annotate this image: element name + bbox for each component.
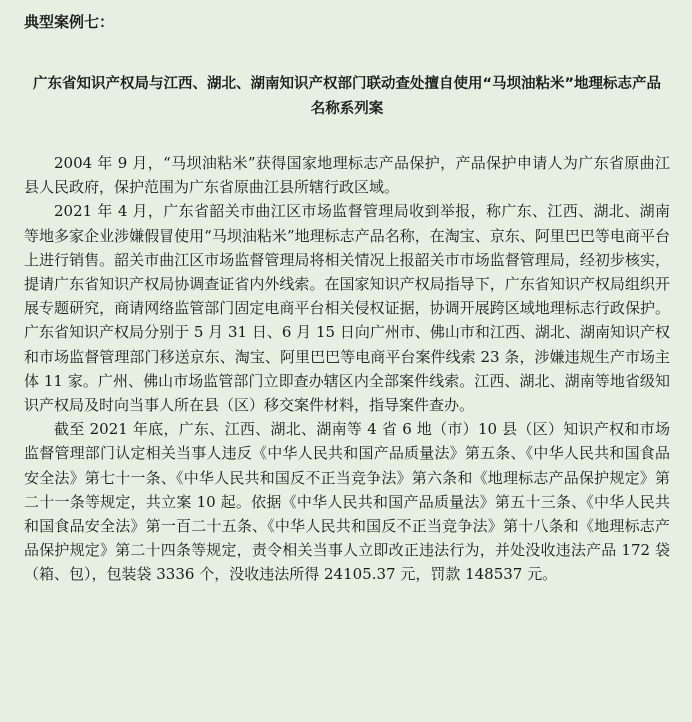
- paragraph-investigation: 2021 年 4 月，广东省韶关市曲江区市场监督管理局收到举报，称广东、江西、湖北、湖南等地多家企业涉嫌假冒使用“马坝油粘米”地理标志产品名称，在淘宝、京东、阿里巴巴等电商平台上进行销售。韶关市曲江区市场监督管理局将相关情况上报韶关市市场监督管理局，经初步核实，提请广东省知识产权局协调查证省内外线索。在国家知识产权局指导下，广东省知识产权局组织开展专题研究，商请网络监管部门固定电商平台相关侵权证据，协调开展跨区域地理标志行政保护。广东省知识产权局分别于 5 月 31 日、6 月 15 日向广州市、佛山市和江西、湖北、湖南知识产权和市场监督管理部门移送京东、淘宝、阿里巴巴等电商平台案件线索 23 条，涉嫌违规生产市场主体 11 家。广州、佛山市场监管部门立即查办辖区内全部案件线索。江西、湖北、湖南等地省级知识产权局及时向当事人所在县（区）移交案件材料，指导案件查办。: [24, 202, 670, 415]
- case-heading: 典型案例七：: [24, 13, 115, 31]
- paragraph-outcome: 截至 2021 年底，广东、江西、湖北、湖南等 4 省 6 地（市）10 县（区）知识产权和市场监督管理部门认定相关当事人违反《中华人民共和国产品质量法》第五条、《中华人民共和国食品安全法》第七十一条、《中华人民共和国反不正当竞争法》第六条和《地理标志产品保护规定》第二十一条等规定，共立案 10 起。依据《中华人民共和国产品质量法》第五十三条、《中华人民共和国食品安全法》第一百二十五条、《中华人民共和国反不正当竞争法》第十八条和《地理标志产品保护规定》第二十四条等规定，责令相关当事人立即改正违法行为，并处没收违法产品 172 袋（箱、包），包装袋 3336 个，没收违法所得 24105.37 元，罚款 148537 元。: [24, 420, 670, 584]
- paragraph-background: 2004 年 9 月，“马坝油粘米”获得国家地理标志产品保护，产品保护申请人为广东省原曲江县人民政府，保护范围为广东省原曲江县所辖行政区域。: [24, 154, 670, 197]
- case-title: 广东省知识产权局与江西、湖北、湖南知识产权部门联动查处擅自使用“马坝油粘米”地理标志产品名称系列案: [32, 76, 662, 117]
